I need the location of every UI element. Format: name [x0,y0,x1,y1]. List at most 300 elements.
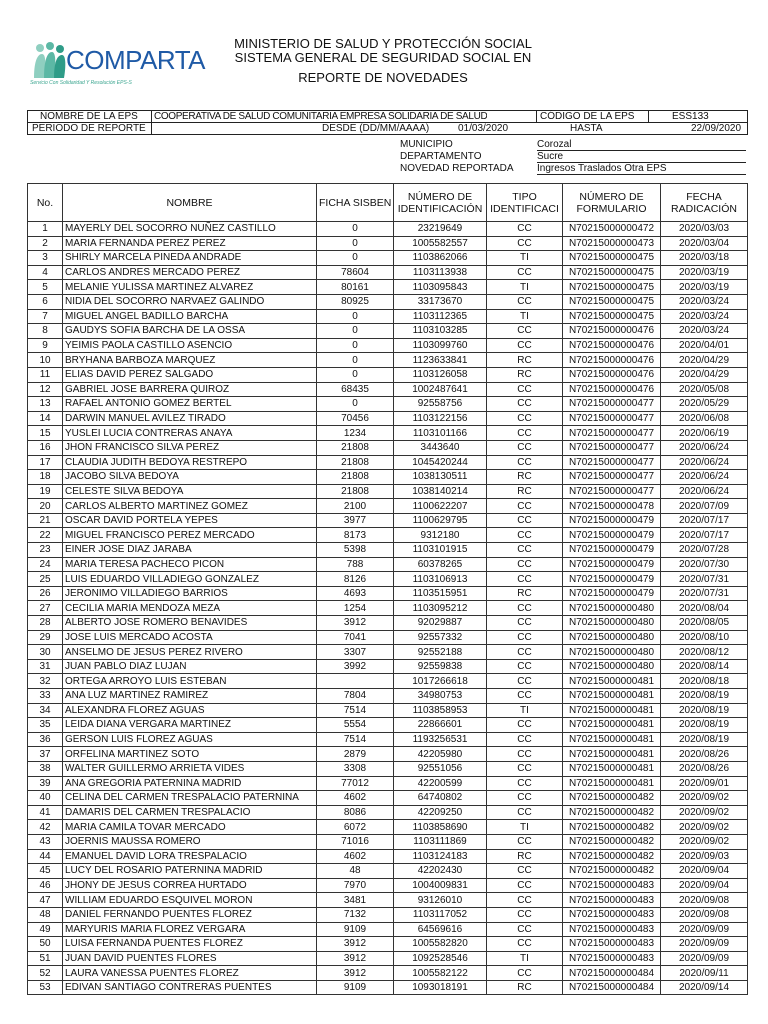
logo-tagline: Servicio Con Solidaridad Y Resolución EPS-S [30,80,132,86]
cell-ficha-sisben: 7514 [317,703,394,718]
cell-row-number: 18 [28,470,63,485]
cell-nombre: MARIA CAMILA TOVAR MERCADO [63,820,317,835]
cell-fecha-radicacion: 2020/08/12 [661,645,748,660]
cell-ficha-sisben: 21808 [317,455,394,470]
cell-fecha-radicacion: 2020/09/02 [661,834,748,849]
cell-tipo-identificacion: CC [487,543,563,558]
cell-ficha-sisben: 0 [317,367,394,382]
cell-numero-formulario: N70215000000476 [563,367,661,382]
cell-numero-formulario: N70215000000483 [563,922,661,937]
cell-nombre: MARIA TERESA PACHECO PICON [63,557,317,572]
cell-ficha-sisben: 21808 [317,484,394,499]
table-row [28,543,748,558]
cell-nombre: DAMARIS DEL CARMEN TRESPALACIO [63,805,317,820]
cell-numero-formulario: N70215000000481 [563,689,661,704]
table-row [28,353,748,368]
cell-tipo-identificacion: CC [487,294,563,309]
cell-numero-formulario: N70215000000475 [563,280,661,295]
table-row [28,309,748,324]
cell-ficha-sisben: 4602 [317,849,394,864]
cell-nombre: GABRIEL JOSE BARRERA QUIROZ [63,382,317,397]
cell-fecha-radicacion: 2020/09/09 [661,937,748,952]
cell-numero-formulario: N70215000000482 [563,791,661,806]
cell-tipo-identificacion: CC [487,572,563,587]
cell-fecha-radicacion: 2020/09/09 [661,922,748,937]
cell-nombre: ANSELMO DE JESUS PEREZ RIVERO [63,645,317,660]
cell-fecha-radicacion: 2020/03/19 [661,265,748,280]
table-row [28,367,748,382]
cell-fecha-radicacion: 2020/06/19 [661,426,748,441]
cell-numero-identificacion: 1004009831 [394,878,487,893]
cell-fecha-radicacion: 2020/08/26 [661,747,748,762]
cell-fecha-radicacion: 2020/07/17 [661,513,748,528]
cell-row-number: 20 [28,499,63,514]
cell-fecha-radicacion: 2020/03/24 [661,294,748,309]
cell-row-number: 6 [28,294,63,309]
ministry-title: MINISTERIO DE SALUD Y PROTECCIÓN SOCIAL [234,36,532,51]
cell-numero-identificacion: 1100622207 [394,499,487,514]
cell-numero-formulario: N70215000000475 [563,294,661,309]
cell-row-number: 25 [28,572,63,587]
cell-fecha-radicacion: 2020/05/29 [661,397,748,412]
cell-nombre: EINER JOSE DIAZ JARABA [63,543,317,558]
cell-row-number: 9 [28,338,63,353]
cell-nombre: GAUDYS SOFIA BARCHA DE LA OSSA [63,324,317,339]
cell-numero-identificacion: 42200599 [394,776,487,791]
cell-numero-identificacion: 1103113938 [394,265,487,280]
cell-fecha-radicacion: 2020/07/31 [661,572,748,587]
cell-row-number: 4 [28,265,63,280]
cell-fecha-radicacion: 2020/08/04 [661,601,748,616]
cell-numero-identificacion: 1103515951 [394,586,487,601]
cell-numero-formulario: N70215000000479 [563,528,661,543]
cell-row-number: 44 [28,849,63,864]
eps-code-label: CÓDIGO DE LA EPS [540,111,635,122]
cell-numero-identificacion: 1103126058 [394,367,487,382]
cell-fecha-radicacion: 2020/06/24 [661,470,748,485]
cell-ficha-sisben: 6072 [317,820,394,835]
cell-ficha-sisben: 3977 [317,513,394,528]
cell-tipo-identificacion: RC [487,353,563,368]
municipio-value: Corozal [537,139,746,151]
cell-numero-formulario: N70215000000481 [563,718,661,733]
from-label: DESDE (DD/MM/AAAA) [322,123,430,134]
cell-tipo-identificacion: CC [487,499,563,514]
cell-tipo-identificacion: CC [487,236,563,251]
table-row [28,980,748,995]
cell-numero-identificacion: 92559838 [394,659,487,674]
cell-fecha-radicacion: 2020/09/09 [661,951,748,966]
cell-numero-formulario: N70215000000477 [563,470,661,485]
cell-tipo-identificacion: CC [487,805,563,820]
table-row [28,236,748,251]
col-header-ficha-sisben: FICHA SISBEN [317,184,394,222]
cell-row-number: 2 [28,236,63,251]
cell-tipo-identificacion: CC [487,630,563,645]
cell-nombre: ALBERTO JOSE ROMERO BENAVIDES [63,616,317,631]
cell-row-number: 53 [28,980,63,995]
cell-numero-formulario: N70215000000483 [563,907,661,922]
cell-numero-identificacion: 1103101166 [394,426,487,441]
cell-ficha-sisben: 7132 [317,907,394,922]
cell-numero-identificacion: 1103858953 [394,703,487,718]
cell-fecha-radicacion: 2020/08/18 [661,674,748,689]
cell-row-number: 14 [28,411,63,426]
cell-tipo-identificacion: TI [487,951,563,966]
table-row [28,484,748,499]
table-row [28,674,748,689]
cell-fecha-radicacion: 2020/03/24 [661,309,748,324]
cell-nombre: DANIEL FERNANDO PUENTES FLOREZ [63,907,317,922]
cell-nombre: CLAUDIA JUDITH BEDOYA RESTREPO [63,455,317,470]
table-row [28,966,748,981]
cell-numero-identificacion: 1038130511 [394,470,487,485]
cell-fecha-radicacion: 2020/07/31 [661,586,748,601]
cell-ficha-sisben: 7041 [317,630,394,645]
cell-row-number: 8 [28,324,63,339]
cell-nombre: JOSE LUIS MERCADO ACOSTA [63,630,317,645]
comparta-logo [26,38,66,80]
cell-nombre: EDIVAN SANTIAGO CONTRERAS PUENTES [63,980,317,995]
cell-fecha-radicacion: 2020/04/29 [661,353,748,368]
cell-ficha-sisben: 3307 [317,645,394,660]
eps-name-label: NOMBRE DE LA EPS [40,111,138,122]
cell-nombre: JOERNIS MAUSSA ROMERO [63,834,317,849]
table-row [28,776,748,791]
cell-numero-formulario: N70215000000484 [563,980,661,995]
table-row [28,864,748,879]
cell-row-number: 48 [28,907,63,922]
cell-numero-formulario: N70215000000477 [563,397,661,412]
cell-row-number: 35 [28,718,63,733]
cell-nombre: MARYURIS MARIA FLOREZ VERGARA [63,922,317,937]
cell-numero-identificacion: 1103095212 [394,601,487,616]
cell-nombre: CELESTE SILVA BEDOYA [63,484,317,499]
cell-numero-formulario: N70215000000477 [563,484,661,499]
cell-numero-identificacion: 64569616 [394,922,487,937]
cell-row-number: 49 [28,922,63,937]
cell-nombre: JHONY DE JESUS CORREA HURTADO [63,878,317,893]
cell-fecha-radicacion: 2020/06/24 [661,484,748,499]
cell-row-number: 22 [28,528,63,543]
table-row [28,251,748,266]
table-row [28,849,748,864]
cell-fecha-radicacion: 2020/03/03 [661,222,748,237]
cell-nombre: YEIMIS PAOLA CASTILLO ASENCIO [63,338,317,353]
cell-row-number: 13 [28,397,63,412]
table-row [28,761,748,776]
cell-ficha-sisben: 0 [317,324,394,339]
cell-numero-identificacion: 1103103285 [394,324,487,339]
table-row [28,528,748,543]
table-row [28,280,748,295]
cell-fecha-radicacion: 2020/07/17 [661,528,748,543]
cell-fecha-radicacion: 2020/03/24 [661,324,748,339]
cell-nombre: MAYERLY DEL SOCORRO NUÑEZ CASTILLO [63,222,317,237]
period-label: PERIODO DE REPORTE [32,123,146,134]
cell-ficha-sisben: 3912 [317,951,394,966]
cell-tipo-identificacion: CC [487,528,563,543]
cell-nombre: JHON FRANCISCO SILVA PEREZ [63,440,317,455]
cell-row-number: 34 [28,703,63,718]
cell-ficha-sisben: 80161 [317,280,394,295]
cell-numero-identificacion: 1100629795 [394,513,487,528]
cell-numero-identificacion: 1193256531 [394,732,487,747]
cell-fecha-radicacion: 2020/08/26 [661,761,748,776]
cell-tipo-identificacion: CC [487,397,563,412]
cell-numero-formulario: N70215000000480 [563,601,661,616]
cell-numero-identificacion: 92558756 [394,397,487,412]
cell-numero-identificacion: 92029887 [394,616,487,631]
table-row [28,703,748,718]
cell-tipo-identificacion: RC [487,980,563,995]
cell-numero-identificacion: 42209250 [394,805,487,820]
cell-fecha-radicacion: 2020/07/28 [661,543,748,558]
cell-numero-identificacion: 1103112365 [394,309,487,324]
novedades-table [27,183,748,995]
cell-nombre: LEIDA DIANA VERGARA MARTINEZ [63,718,317,733]
cell-tipo-identificacion: TI [487,280,563,295]
cell-nombre: ELIAS DAVID PEREZ SALGADO [63,367,317,382]
cell-ficha-sisben: 80925 [317,294,394,309]
cell-numero-identificacion: 23219649 [394,222,487,237]
cell-fecha-radicacion: 2020/09/03 [661,849,748,864]
novedad-label: NOVEDAD REPORTADA [400,163,514,174]
cell-ficha-sisben: 77012 [317,776,394,791]
cell-nombre: EMANUEL DAVID LORA TRESPALACIO [63,849,317,864]
cell-ficha-sisben: 7514 [317,732,394,747]
cell-fecha-radicacion: 2020/04/01 [661,338,748,353]
system-title: SISTEMA GENERAL DE SEGURIDAD SOCIAL EN [234,50,532,65]
table-row [28,630,748,645]
cell-tipo-identificacion: CC [487,557,563,572]
table-row [28,791,748,806]
cell-row-number: 46 [28,878,63,893]
cell-tipo-identificacion: CC [487,426,563,441]
cell-ficha-sisben: 78604 [317,265,394,280]
cell-numero-identificacion: 1038140214 [394,484,487,499]
cell-numero-formulario: N70215000000477 [563,411,661,426]
cell-numero-formulario: N70215000000480 [563,630,661,645]
cell-tipo-identificacion: CC [487,878,563,893]
table-row [28,732,748,747]
cell-numero-identificacion: 1103122156 [394,411,487,426]
table-row [28,513,748,528]
cell-numero-identificacion: 1103117052 [394,907,487,922]
table-row [28,265,748,280]
cell-nombre: ORFELINA MARTINEZ SOTO [63,747,317,762]
cell-row-number: 51 [28,951,63,966]
cell-row-number: 27 [28,601,63,616]
cell-numero-formulario: N70215000000482 [563,834,661,849]
cell-tipo-identificacion: CC [487,222,563,237]
cell-nombre: ANA GREGORIA PATERNINA MADRID [63,776,317,791]
people-logo-icon [30,40,70,80]
cell-row-number: 10 [28,353,63,368]
cell-fecha-radicacion: 2020/06/24 [661,440,748,455]
cell-tipo-identificacion: CC [487,659,563,674]
cell-numero-formulario: N70215000000476 [563,338,661,353]
cell-ficha-sisben: 0 [317,397,394,412]
cell-tipo-identificacion: CC [487,645,563,660]
cell-numero-formulario: N70215000000481 [563,703,661,718]
cell-nombre: LUIS EDUARDO VILLADIEGO GONZALEZ [63,572,317,587]
cell-nombre: YUSLEI LUCIA CONTRERAS ANAYA [63,426,317,441]
table-row [28,411,748,426]
cell-numero-identificacion: 92552188 [394,645,487,660]
cell-numero-identificacion: 1123633841 [394,353,487,368]
cell-fecha-radicacion: 2020/09/02 [661,805,748,820]
cell-ficha-sisben: 3912 [317,937,394,952]
cell-row-number: 41 [28,805,63,820]
cell-row-number: 23 [28,543,63,558]
cell-row-number: 32 [28,674,63,689]
col-header-fecha-radicacion: FECHA RADICACIÓN [661,184,748,222]
cell-numero-formulario: N70215000000472 [563,222,661,237]
eps-info-box [27,110,748,135]
cell-numero-formulario: N70215000000476 [563,382,661,397]
cell-tipo-identificacion: CC [487,776,563,791]
cell-ficha-sisben: 4602 [317,791,394,806]
cell-fecha-radicacion: 2020/09/02 [661,820,748,835]
cell-nombre: NIDIA DEL SOCORRO NARVAEZ GALINDO [63,294,317,309]
cell-numero-identificacion: 22866601 [394,718,487,733]
cell-row-number: 30 [28,645,63,660]
cell-ficha-sisben: 70456 [317,411,394,426]
cell-nombre: LUCY DEL ROSARIO PATERNINA MADRID [63,864,317,879]
cell-nombre: JERONIMO VILLADIEGO BARRIOS [63,586,317,601]
cell-ficha-sisben: 8173 [317,528,394,543]
cell-tipo-identificacion: CC [487,265,563,280]
cell-fecha-radicacion: 2020/07/09 [661,499,748,514]
cell-fecha-radicacion: 2020/09/04 [661,864,748,879]
cell-nombre: WILLIAM EDUARDO ESQUIVEL MORON [63,893,317,908]
cell-row-number: 33 [28,689,63,704]
cell-numero-identificacion: 1103095843 [394,280,487,295]
cell-nombre: WALTER GUILLERMO ARRIETA VIDES [63,761,317,776]
cell-numero-identificacion: 1093018191 [394,980,487,995]
cell-numero-identificacion: 1005582820 [394,937,487,952]
cell-ficha-sisben: 0 [317,251,394,266]
cell-fecha-radicacion: 2020/08/10 [661,630,748,645]
cell-nombre: CELINA DEL CARMEN TRESPALACIO PATERNINA [63,791,317,806]
cell-fecha-radicacion: 2020/03/04 [661,236,748,251]
cell-row-number: 39 [28,776,63,791]
cell-fecha-radicacion: 2020/05/08 [661,382,748,397]
cell-tipo-identificacion: CC [487,616,563,631]
table-row [28,907,748,922]
cell-ficha-sisben: 21808 [317,470,394,485]
cell-fecha-radicacion: 2020/08/14 [661,659,748,674]
cell-ficha-sisben: 788 [317,557,394,572]
to-label: HASTA [570,123,603,134]
table-row [28,893,748,908]
cell-ficha-sisben: 0 [317,338,394,353]
logo-name: COMPARTA [66,45,206,75]
cell-tipo-identificacion: TI [487,251,563,266]
table-row [28,440,748,455]
cell-ficha-sisben: 3912 [317,966,394,981]
cell-row-number: 26 [28,586,63,601]
table-row [28,805,748,820]
cell-numero-identificacion: 42202430 [394,864,487,879]
cell-numero-identificacion: 9312180 [394,528,487,543]
cell-row-number: 11 [28,367,63,382]
cell-numero-formulario: N70215000000481 [563,776,661,791]
col-header-no: No. [28,184,63,222]
cell-tipo-identificacion: CC [487,689,563,704]
cell-ficha-sisben: 7970 [317,878,394,893]
cell-tipo-identificacion: CC [487,674,563,689]
cell-tipo-identificacion: CC [487,411,563,426]
cell-tipo-identificacion: RC [487,367,563,382]
cell-nombre: JUAN PABLO DIAZ LUJAN [63,659,317,674]
cell-nombre: CARLOS ALBERTO MARTINEZ GOMEZ [63,499,317,514]
cell-numero-identificacion: 1002487641 [394,382,487,397]
cell-numero-formulario: N70215000000480 [563,659,661,674]
cell-numero-formulario: N70215000000477 [563,426,661,441]
cell-ficha-sisben: 1254 [317,601,394,616]
cell-ficha-sisben: 2100 [317,499,394,514]
table-row [28,382,748,397]
cell-ficha-sisben: 0 [317,236,394,251]
cell-row-number: 36 [28,732,63,747]
cell-numero-formulario: N70215000000475 [563,251,661,266]
cell-nombre: CARLOS ANDRES MERCADO PEREZ [63,265,317,280]
cell-numero-identificacion: 3443640 [394,440,487,455]
cell-fecha-radicacion: 2020/06/08 [661,411,748,426]
cell-fecha-radicacion: 2020/09/04 [661,878,748,893]
municipio-label: MUNICIPIO [400,139,453,150]
table-row [28,951,748,966]
cell-row-number: 7 [28,309,63,324]
cell-ficha-sisben: 0 [317,222,394,237]
cell-nombre: BRYHANA BARBOZA MARQUEZ [63,353,317,368]
table-row [28,601,748,616]
cell-numero-formulario: N70215000000483 [563,951,661,966]
cell-numero-formulario: N70215000000479 [563,543,661,558]
cell-nombre: ORTEGA ARROYO LUIS ESTEBAN [63,674,317,689]
eps-code-value: ESS133 [672,111,709,122]
cell-numero-formulario: N70215000000481 [563,674,661,689]
cell-numero-formulario: N70215000000473 [563,236,661,251]
cell-numero-identificacion: 1103101915 [394,543,487,558]
cell-numero-identificacion: 34980753 [394,689,487,704]
cell-nombre: OSCAR DAVID PORTELA YEPES [63,513,317,528]
cell-ficha-sisben: 21808 [317,440,394,455]
eps-name-value: COOPERATIVA DE SALUD COMUNITARIA EMPRESA SOLIDARIA DE SALUD [154,111,488,122]
table-row [28,689,748,704]
cell-row-number: 5 [28,280,63,295]
cell-ficha-sisben: 7804 [317,689,394,704]
cell-ficha-sisben: 8086 [317,805,394,820]
cell-numero-formulario: N70215000000479 [563,586,661,601]
cell-tipo-identificacion: CC [487,513,563,528]
cell-row-number: 45 [28,864,63,879]
cell-tipo-identificacion: TI [487,703,563,718]
table-row [28,922,748,937]
cell-tipo-identificacion: CC [487,324,563,339]
cell-numero-identificacion: 33173670 [394,294,487,309]
cell-numero-identificacion: 1092528546 [394,951,487,966]
cell-numero-formulario: N70215000000482 [563,864,661,879]
table-row [28,616,748,631]
cell-tipo-identificacion: CC [487,338,563,353]
cell-tipo-identificacion: CC [487,440,563,455]
table-row [28,470,748,485]
cell-nombre: MIGUEL FRANCISCO PEREZ MERCADO [63,528,317,543]
cell-numero-identificacion: 1045420244 [394,455,487,470]
